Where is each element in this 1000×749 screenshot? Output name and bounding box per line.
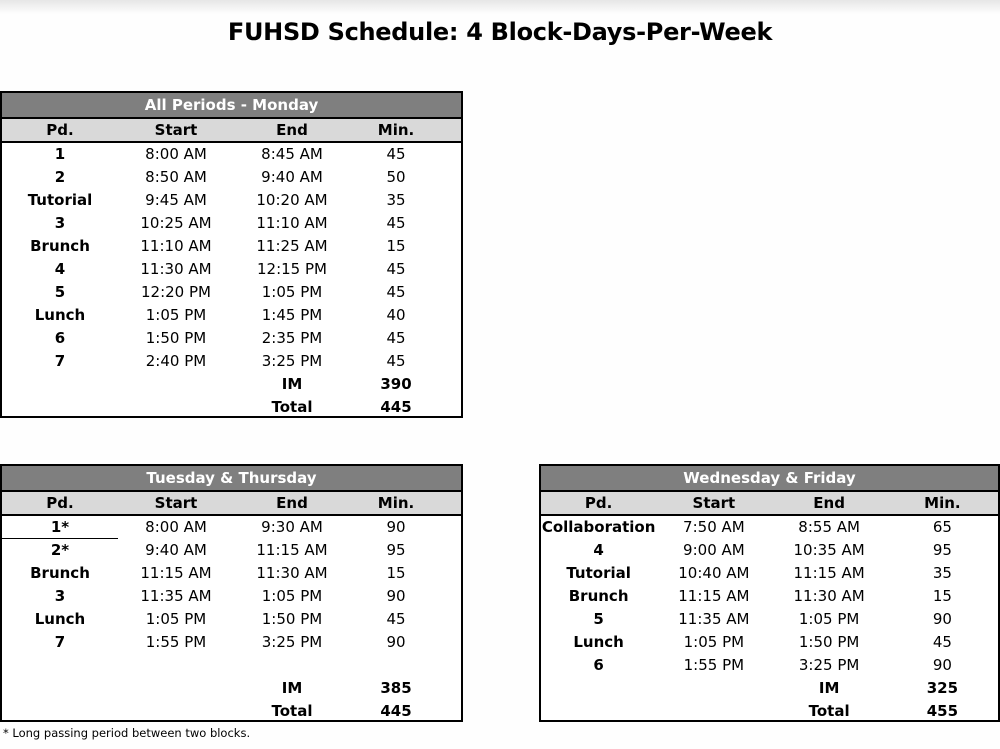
column-header-min: Min. [924,494,961,512]
end-cell: 10:20 AM [256,191,328,209]
minutes-cell: 40 [386,306,406,324]
minutes-cell: 45 [386,329,406,347]
end-cell: 11:30 AM [256,564,328,582]
start-cell: 11:15 AM [678,587,750,605]
table-row [2,189,461,212]
table-row [541,539,998,562]
total-minutes-row [2,700,461,723]
start-cell: 9:00 AM [683,541,745,559]
empty-cell [2,373,118,396]
start-cell: 12:20 PM [141,283,211,301]
minutes-cell: 15 [386,237,406,255]
table-row [2,562,461,585]
period-cell: Lunch [573,633,624,651]
table-row [541,654,998,677]
end-cell: 1:05 PM [261,283,323,301]
tue-thu-table-header: Tuesday & Thursday [2,466,461,492]
minutes-cell: 45 [386,610,406,628]
table-row [2,608,461,631]
minutes-cell: 95 [386,541,406,559]
empty-cell [2,396,118,419]
empty-cell [2,700,118,723]
table-row [2,539,461,562]
empty-cell [118,373,234,396]
start-cell: 11:15 AM [140,564,212,582]
period-cell: Lunch [34,306,86,324]
end-cell: 11:25 AM [256,237,328,255]
total-minutes-value: 455 [926,702,959,720]
monday-rows [2,143,461,419]
empty-cell [541,700,656,723]
start-cell: 8:00 AM [145,518,207,536]
wed-fri-column-headers [541,492,998,516]
period-cell: Lunch [34,610,86,628]
instructional-minutes-label: IM [281,679,303,697]
empty-cell [656,700,771,723]
start-cell: 8:50 AM [145,168,207,186]
minutes-cell: 45 [386,352,406,370]
minutes-cell: 45 [932,633,952,651]
start-cell: 7:50 AM [683,518,745,536]
empty-cell [118,677,234,700]
table-row [2,212,461,235]
start-cell: 1:05 PM [683,633,745,651]
period-cell: 2 [54,168,66,186]
minutes-cell: 90 [932,610,952,628]
page-top-band [0,0,1000,14]
period-cell: 5 [593,610,604,628]
start-cell: 10:25 AM [140,214,212,232]
period-cell: 2* [50,541,70,559]
minutes-cell: 90 [386,587,406,605]
period-cell: Brunch [30,564,90,582]
start-cell: 1:55 PM [683,656,745,674]
end-cell: 10:35 AM [793,541,865,559]
minutes-cell: 15 [932,587,952,605]
start-cell: 8:00 AM [145,145,207,163]
period-cell: 6 [54,329,66,347]
instructional-minutes-value: 390 [380,375,412,393]
period-cell: 7 [54,633,66,651]
minutes-cell: 50 [386,168,406,186]
column-header-pd: Pd. [584,494,613,512]
end-cell: 1:50 PM [261,610,323,628]
table-row [2,585,461,608]
minutes-cell: 90 [386,633,406,651]
period-cell: Tutorial [566,564,631,582]
table-row [2,631,461,654]
period-cell: 4 [593,541,604,559]
start-cell: 1:05 PM [145,306,207,324]
monday-table-header: All Periods - Monday [2,93,461,119]
empty-cell [541,677,656,700]
start-cell: 1:05 PM [145,610,207,628]
column-header-pd: Pd. [46,494,74,512]
table-row [541,516,998,539]
column-header-min: Min. [377,494,415,512]
total-minutes-value: 445 [380,398,412,416]
period-cell: Collaboration [541,518,656,536]
period-cell: 5 [54,283,66,301]
start-cell: 9:45 AM [145,191,207,209]
start-cell: 11:35 AM [678,610,750,628]
minutes-cell: 45 [386,283,406,301]
start-cell: 11:10 AM [140,237,212,255]
end-cell: 1:50 PM [798,633,860,651]
period-cell: 3 [54,587,66,605]
tue-thu-column-headers [2,492,461,516]
total-minutes-row [541,700,998,723]
minutes-cell: 45 [386,214,406,232]
instructional-minutes-row [541,677,998,700]
end-cell: 1:05 PM [261,587,323,605]
end-cell: 1:05 PM [798,610,860,628]
period-cell: 7 [54,352,66,370]
end-cell: 11:10 AM [256,214,328,232]
end-cell: 11:15 AM [256,541,328,559]
total-minutes-label: Total [808,702,850,720]
column-header-start: Start [692,494,736,512]
end-cell: 3:25 PM [261,352,323,370]
end-cell: 11:15 AM [793,564,865,582]
footnote: * Long passing period between two blocks. [3,726,251,740]
total-minutes-label: Total [271,702,313,720]
monday-column-headers [2,119,461,143]
minutes-cell: 35 [932,564,952,582]
start-cell: 11:30 AM [140,260,212,278]
table-row [2,235,461,258]
empty-cell [2,677,118,700]
wed-fri-rows [541,516,998,723]
column-header-min: Min. [377,121,415,139]
period-cell: Brunch [30,237,90,255]
table-row [2,143,461,166]
period-cell: Brunch [568,587,629,605]
column-header-end: End [276,121,308,139]
table-row [541,562,998,585]
total-minutes-row [2,396,461,419]
start-cell: 10:40 AM [678,564,750,582]
end-cell: 2:35 PM [261,329,323,347]
total-minutes-label: Total [271,398,313,416]
total-minutes-value: 445 [380,702,412,720]
end-cell: 12:15 PM [257,260,327,278]
table-row [2,327,461,350]
minutes-cell: 95 [932,541,952,559]
column-header-end: End [813,494,845,512]
end-cell: 3:25 PM [798,656,860,674]
blank-row [2,654,461,677]
end-cell: 9:30 AM [261,518,323,536]
start-cell: 1:50 PM [145,329,207,347]
period-cell: 6 [593,656,604,674]
end-cell: 8:55 AM [798,518,860,536]
column-header-start: Start [154,121,198,139]
column-header-end: End [276,494,308,512]
end-cell: 3:25 PM [261,633,323,651]
minutes-cell: 90 [386,518,406,536]
start-cell: 11:35 AM [140,587,212,605]
end-cell: 1:45 PM [261,306,323,324]
minutes-cell: 15 [386,564,406,582]
start-cell: 1:55 PM [145,633,207,651]
period-cell: 1* [2,516,118,539]
column-header-pd: Pd. [46,121,74,139]
instructional-minutes-row [2,373,461,396]
table-row [541,631,998,654]
empty-cell [656,677,771,700]
instructional-minutes-label: IM [281,375,303,393]
table-row [2,281,461,304]
end-cell: 8:45 AM [261,145,323,163]
column-header-start: Start [154,494,198,512]
wed-fri-schedule-table [539,464,1000,722]
tue-thu-rows [2,516,461,723]
table-row [541,608,998,631]
table-row [2,258,461,281]
wed-fri-table-header: Wednesday & Friday [541,466,998,492]
instructional-minutes-value: 325 [926,679,959,697]
period-cell: 3 [54,214,66,232]
table-row [2,304,461,327]
minutes-cell: 90 [932,656,952,674]
tue-thu-schedule-table [0,464,463,722]
minutes-cell: 35 [386,191,406,209]
table-row [2,350,461,373]
instructional-minutes-label: IM [818,679,840,697]
table-row [541,585,998,608]
period-cell: 1 [54,145,66,163]
empty-cell [118,700,234,723]
instructional-minutes-row [2,677,461,700]
minutes-cell: 65 [932,518,952,536]
minutes-cell: 45 [386,260,406,278]
period-cell: 4 [54,260,66,278]
table-row [2,516,461,539]
monday-schedule-table [0,91,463,418]
instructional-minutes-value: 385 [380,679,412,697]
minutes-cell: 45 [386,145,406,163]
end-cell: 9:40 AM [261,168,323,186]
end-cell: 11:30 AM [793,587,865,605]
start-cell: 2:40 PM [145,352,207,370]
empty-cell [118,396,234,419]
start-cell: 9:40 AM [145,541,207,559]
page-title: FUHSD Schedule: 4 Block-Days-Per-Week [227,18,773,46]
period-cell: Tutorial [27,191,93,209]
table-row [2,166,461,189]
